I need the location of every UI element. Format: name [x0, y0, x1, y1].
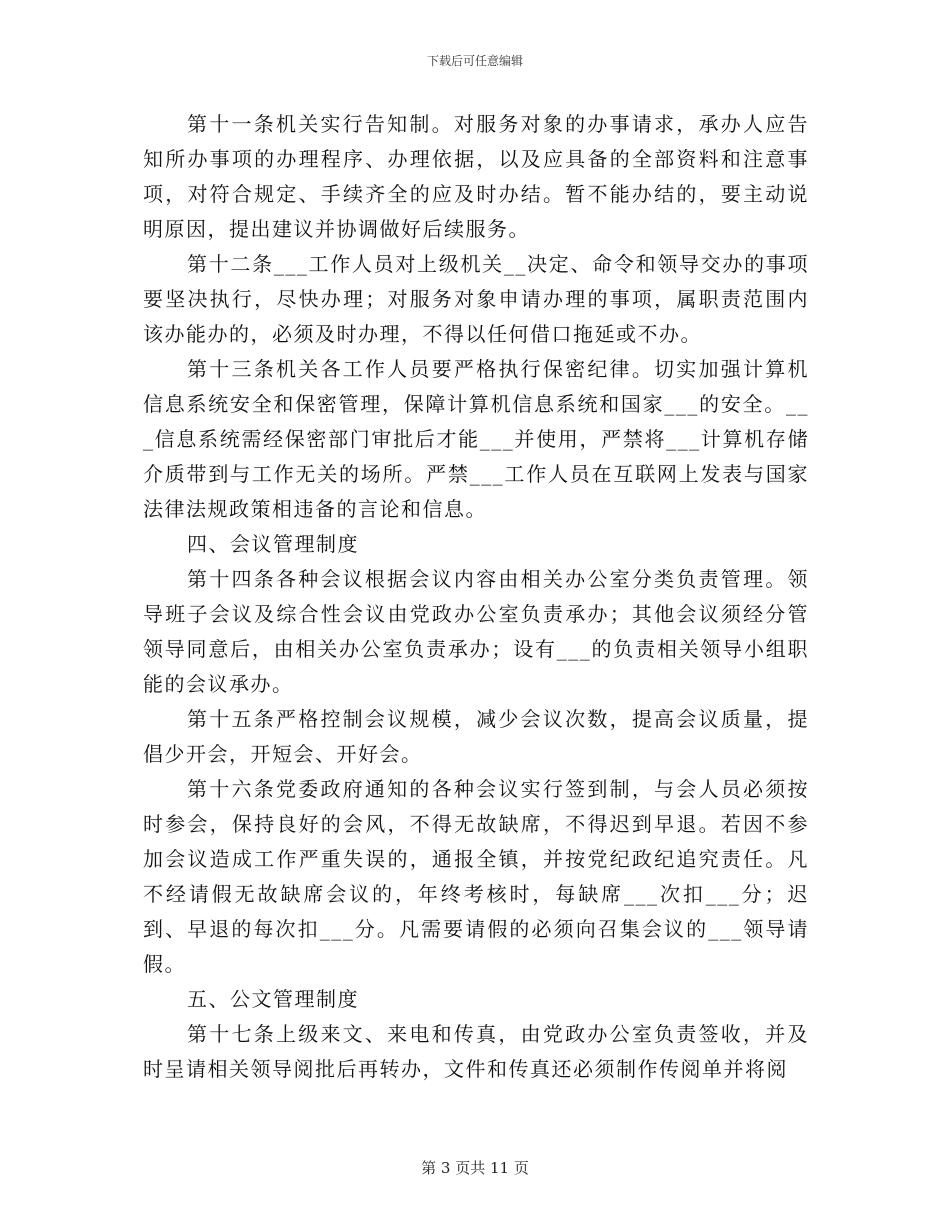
article-15: 第十五条严格控制会议规模，减少会议次数，提高会议质量，提倡少开会，开短会、开好会。 — [143, 707, 809, 766]
document-body — [143, 107, 809, 1087]
article-11: 第十一条机关实行告知制。对服务对象的办事请求，承办人应告知所办事项的办理程序、办理依据，以及应具备的全部资料和注意事项，对符合规定、手续齐全的应及时办结。暂不能办结的，要主动说明原因，提出建议并协调做好后续服务。 — [143, 112, 809, 241]
article-16: 第十六条党委政府通知的各种会议实行签到制，与会人员必须按时参会，保持良好的会风，不得无故缺席，不得迟到早退。若因不参加会议造成工作严重失误的，通报全镇，并按党纪政纪追究责任。凡不经请假无故缺席会议的，年终考核时，每缺席___次扣___分；迟到、早退的每次扣___分。凡需要请假的必须向召集会议的___领导请假。 — [143, 777, 809, 976]
page-number: 第 3 页共 11 页 — [421, 1159, 529, 1177]
article-17: 第十七条上级来文、来电和传真，由党政办公室负责签收，并及时呈请相关领导阅批后再转办，文件和传真还必须制作传阅单并将阅 — [143, 1022, 809, 1081]
article-12: 第十二条___工作人员对上级机关__决定、命令和领导交办的事项要坚决执行，尽快办理；对服务对象申请办理的事项，属职责范围内该办能办的，必须及时办理，不得以任何借口拖延或不办。 — [143, 252, 809, 346]
section-heading-meetings: 四、会议管理制度 — [187, 532, 359, 556]
article-14: 第十四条各种会议根据会议内容由相关办公室分类负责管理。领导班子会议及综合性会议由党政办公室负责承办；其他会议须经分管领导同意后，由相关办公室负责承办；设有___的负责相关领导小组职能的会议承办。 — [143, 567, 809, 696]
article-13: 第十三条机关各工作人员要严格执行保密纪律。切实加强计算机信息系统安全和保密管理，保障计算机信息系统和国家___的安全。___信息系统需经保密部门审批后才能___并使用，严禁将___计算机存储介质带到与工作无关的场所。严禁___工作人员在互联网上发表与国家法律法规政策相违备的言论和信息。 — [143, 357, 809, 521]
page-header: 下载后可任意编辑 — [426, 54, 523, 68]
section-heading-documents: 五、公文管理制度 — [187, 987, 359, 1011]
